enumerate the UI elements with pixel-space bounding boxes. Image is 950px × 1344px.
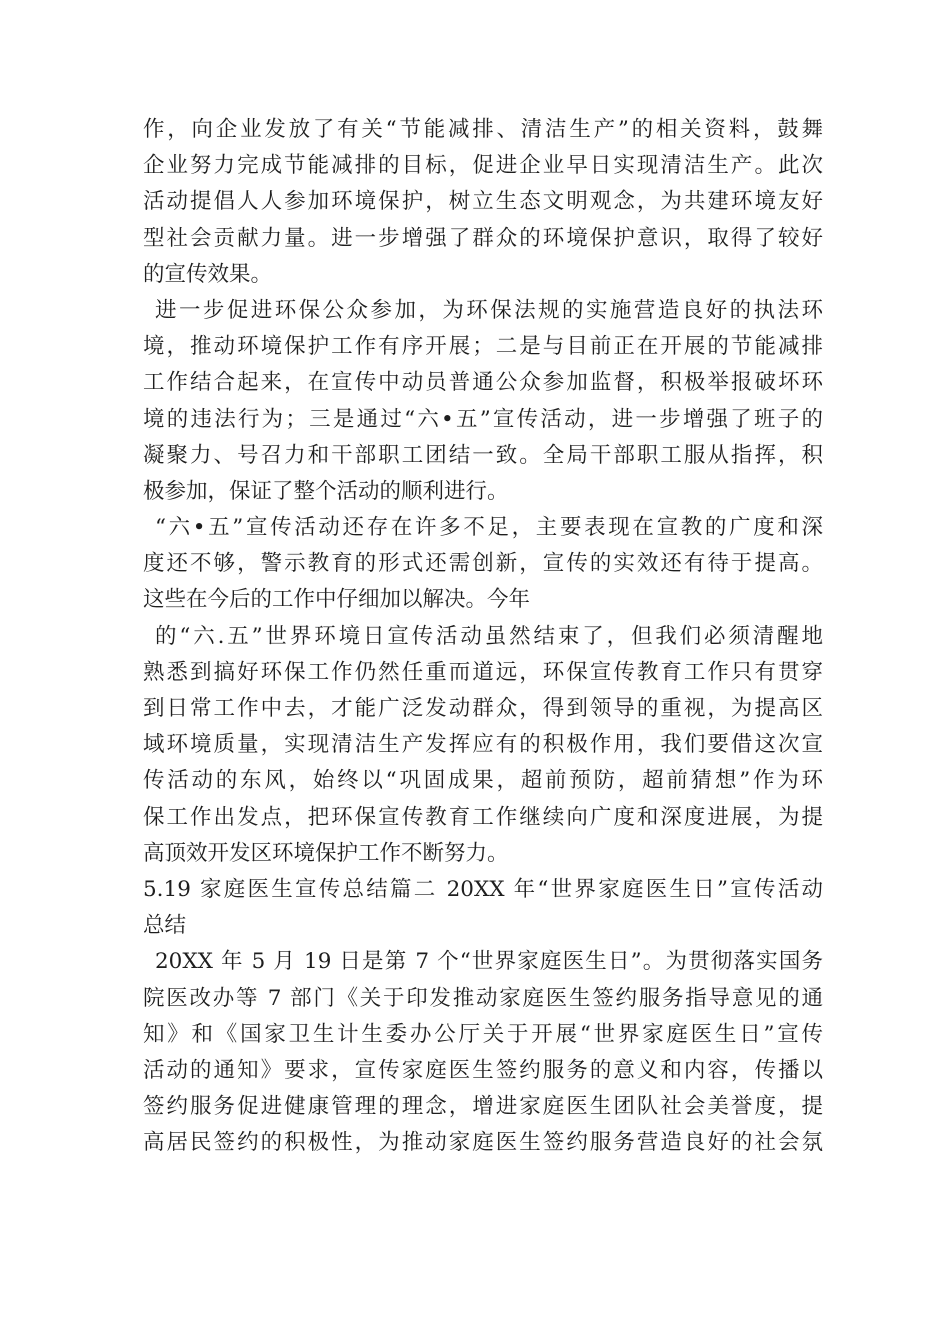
text-line: “六•五”宣传活动还存在许多不足，主要表现在宣教的广度和深 — [155, 515, 823, 541]
text-line: 域环境质量，实现清洁生产发挥应有的积极作用，我们要借这次宣 — [143, 732, 823, 758]
text-line: 境的违法行为；三是通过“六•五”宣传活动，进一步增强了班子的 — [143, 406, 823, 432]
section-heading: 总结 — [143, 913, 187, 939]
text-line: 极参加，保证了整个活动的顺利进行。 — [143, 478, 509, 504]
text-line: 到日常工作中去，才能广泛发动群众，得到领导的重视，为提高区 — [143, 696, 823, 721]
text-line: 境，推动环境保护工作有序开展；二是与目前正在开展的节能减排 — [143, 334, 823, 360]
text-line: 凝聚力、号召力和干部职工团结一致。全局干部职工服从指挥，积 — [143, 442, 823, 468]
text-line: 活动的通知》要求，宣传家庭医生签约服务的意义和内容，传播以 — [143, 1057, 823, 1083]
text-line: 院医改办等 7 部门《关于印发推动家庭医生签约服务指导意见的通 — [143, 985, 823, 1011]
text-line: 传活动的东风，始终以“巩固成果，超前预防，超前猜想”作为环 — [143, 768, 823, 794]
text-line: 熟悉到搞好环保工作仍然任重而道远，环保宣传教育工作只有贯穿 — [143, 659, 823, 685]
text-line: 保工作出发点，把环保宣传教育工作继续向广度和深度进展，为提 — [143, 804, 823, 830]
text-line: 的“六.五”世界环境日宣传活动虽然结束了，但我们必须清醒地 — [155, 623, 823, 649]
text-line: 这些在今后的工作中仔细加以解决。今年 — [143, 587, 531, 613]
text-line: 度还不够，警示教育的形式还需创新，宣传的实效还有待于提高。 — [143, 551, 823, 577]
text-line: 企业努力完成节能减排的目标，促进企业早日实现清洁生产。此次 — [143, 153, 823, 179]
text-line: 高居民签约的积极性，为推动家庭医生签约服务营造良好的社会氛 — [143, 1130, 823, 1156]
text-line: 20XX 年 5 月 19 日是第 7 个“世界家庭医生日”。为贯彻落实国务 — [155, 949, 823, 975]
text-line: 作，向企业发放了有关“节能减排、清洁生产”的相关资料，鼓舞 — [143, 117, 823, 142]
text-line: 活动提倡人人参加环境保护，树立生态文明观念，为共建环境友好 — [143, 189, 823, 215]
text-line: 工作结合起来，在宣传中动员普通公众参加监督，积极举报破坏环 — [143, 370, 823, 396]
text-line: 进一步促进环保公众参加，为环保法规的实施营造良好的执法环 — [155, 297, 823, 323]
section-heading: 5.19 家庭医生宣传总结篇二 20XX 年“世界家庭医生日”宣传活动 — [143, 876, 823, 902]
text-line: 签约服务促进健康管理的理念，增进家庭医生团队社会美誉度，提 — [143, 1094, 823, 1120]
text-line: 型社会贡献力量。进一步增强了群众的环境保护意识，取得了较好 — [143, 225, 823, 251]
text-line: 高顶效开发区环境保护工作不断努力。 — [143, 840, 509, 866]
text-line: 知》和《国家卫生计生委办公厅关于开展“世界家庭医生日”宣传 — [143, 1021, 823, 1047]
text-line: 的宣传效果。 — [143, 261, 273, 287]
document-body — [143, 112, 823, 1161]
